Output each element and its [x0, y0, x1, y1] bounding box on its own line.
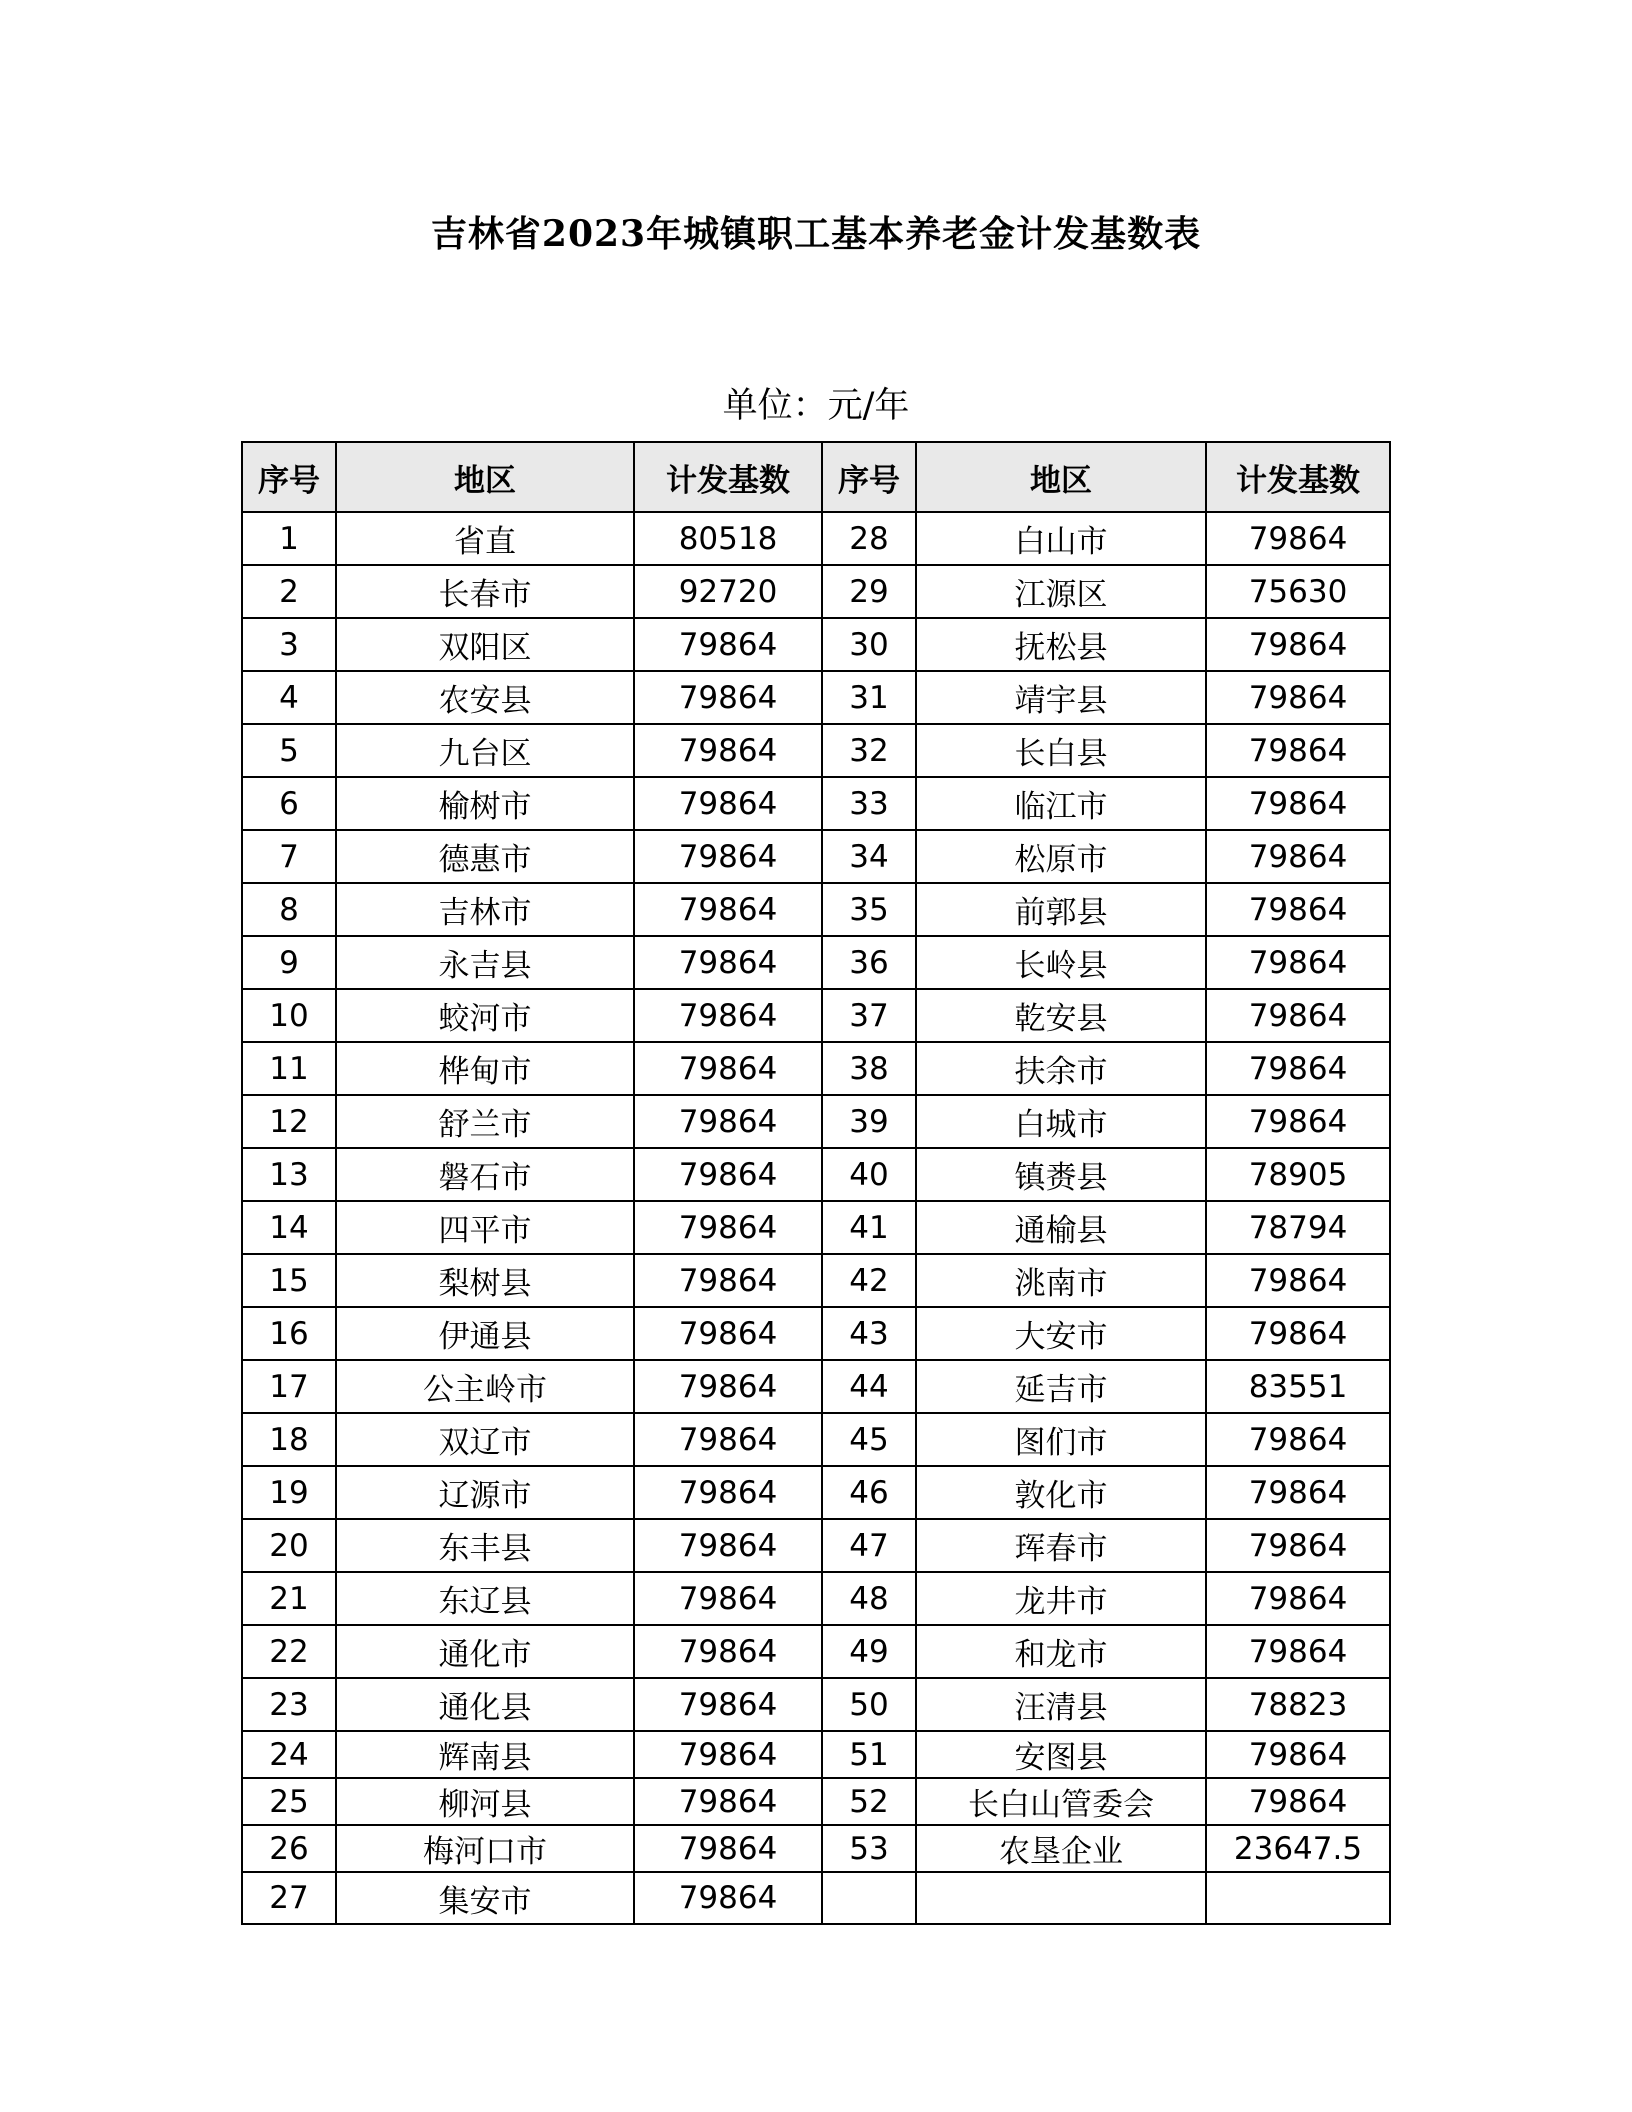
cell-base: 79864: [1206, 1042, 1390, 1095]
cell-base: 79864: [1206, 724, 1390, 777]
cell-region: 龙井市: [916, 1572, 1206, 1625]
cell-index: 47: [822, 1519, 916, 1572]
table-row: [242, 1778, 1390, 1825]
table-row: [242, 1519, 1390, 1572]
table-row: [242, 1572, 1390, 1625]
cell-region: 东丰县: [336, 1519, 634, 1572]
cell-region: 榆树市: [336, 777, 634, 830]
cell-base: 79864: [634, 1519, 822, 1572]
cell-base: 79864: [634, 724, 822, 777]
cell-base: 79864: [1206, 1466, 1390, 1519]
cell-base: 79864: [634, 777, 822, 830]
cell-base: 79864: [1206, 1095, 1390, 1148]
cell-base: 78794: [1206, 1201, 1390, 1254]
table-row: [242, 1678, 1390, 1731]
cell-region: 和龙市: [916, 1625, 1206, 1678]
cell-region: 辉南县: [336, 1731, 634, 1778]
cell-region: 辽源市: [336, 1466, 634, 1519]
cell-index: 17: [242, 1360, 336, 1413]
cell-index: 12: [242, 1095, 336, 1148]
table-row: [242, 1095, 1390, 1148]
cell-region: 通化市: [336, 1625, 634, 1678]
cell-index: 15: [242, 1254, 336, 1307]
cell-index: 34: [822, 830, 916, 883]
cell-base: 79864: [634, 1778, 822, 1825]
cell-base: 79864: [1206, 671, 1390, 724]
cell-index: 48: [822, 1572, 916, 1625]
cell-region: 公主岭市: [336, 1360, 634, 1413]
cell-index: 11: [242, 1042, 336, 1095]
cell-region: 江源区: [916, 565, 1206, 618]
cell-index: 21: [242, 1572, 336, 1625]
cell-index: 8: [242, 883, 336, 936]
cell-base: 79864: [634, 618, 822, 671]
cell-base: 79864: [634, 1625, 822, 1678]
cell-index: 30: [822, 618, 916, 671]
cell-region: 舒兰市: [336, 1095, 634, 1148]
cell-base: 79864: [634, 1466, 822, 1519]
cell-base: 79864: [1206, 1572, 1390, 1625]
cell-index: 3: [242, 618, 336, 671]
cell-index: 49: [822, 1625, 916, 1678]
cell-base: 79864: [1206, 1307, 1390, 1360]
cell-index: 39: [822, 1095, 916, 1148]
cell-base: 92720: [634, 565, 822, 618]
cell-index: 13: [242, 1148, 336, 1201]
cell-index: 33: [822, 777, 916, 830]
cell-region: 德惠市: [336, 830, 634, 883]
cell-index: 43: [822, 1307, 916, 1360]
cell-index: 5: [242, 724, 336, 777]
cell-base: 79864: [634, 1678, 822, 1731]
cell-region: 东辽县: [336, 1572, 634, 1625]
table-row: [242, 1254, 1390, 1307]
cell-region: 农垦企业: [916, 1825, 1206, 1872]
cell-region: 长岭县: [916, 936, 1206, 989]
cell-base: 79864: [634, 1042, 822, 1095]
cell-index: 36: [822, 936, 916, 989]
cell-region: 前郭县: [916, 883, 1206, 936]
table-row: [242, 618, 1390, 671]
cell-index: 45: [822, 1413, 916, 1466]
cell-index: 32: [822, 724, 916, 777]
cell-region: 通榆县: [916, 1201, 1206, 1254]
cell-region: 九台区: [336, 724, 634, 777]
cell-region: 长白山管委会: [916, 1778, 1206, 1825]
table-body: [242, 512, 1390, 1924]
table-row: [242, 1872, 1390, 1924]
header-base: 计发基数: [1206, 442, 1390, 512]
cell-region: 桦甸市: [336, 1042, 634, 1095]
cell-index: 9: [242, 936, 336, 989]
cell-region: 省直: [336, 512, 634, 565]
cell-index: 42: [822, 1254, 916, 1307]
cell-base: 78823: [1206, 1678, 1390, 1731]
table-row: [242, 1625, 1390, 1678]
page-title: 吉林省2023年城镇职工基本养老金计发基数表: [430, 213, 1202, 255]
table-row: [242, 724, 1390, 777]
cell-base: 79864: [1206, 989, 1390, 1042]
header-index: 序号: [822, 442, 916, 512]
cell-index: 31: [822, 671, 916, 724]
cell-index: 44: [822, 1360, 916, 1413]
cell-base: 79864: [634, 1872, 822, 1924]
table-row: [242, 989, 1390, 1042]
cell-region: 集安市: [336, 1872, 634, 1924]
table-row: [242, 1201, 1390, 1254]
cell-base: 79864: [1206, 1731, 1390, 1778]
cell-base: 79864: [634, 1201, 822, 1254]
cell-base: [1206, 1872, 1390, 1924]
table-row: [242, 1413, 1390, 1466]
cell-index: 1: [242, 512, 336, 565]
cell-base: 75630: [1206, 565, 1390, 618]
cell-index: 52: [822, 1778, 916, 1825]
cell-base: 79864: [634, 1095, 822, 1148]
table-row: [242, 671, 1390, 724]
cell-index: 4: [242, 671, 336, 724]
cell-base: 79864: [634, 671, 822, 724]
table-row: [242, 565, 1390, 618]
cell-index: 50: [822, 1678, 916, 1731]
cell-region: 汪清县: [916, 1678, 1206, 1731]
table-row: [242, 777, 1390, 830]
table-row: [242, 1466, 1390, 1519]
cell-base: 79864: [634, 1413, 822, 1466]
cell-index: 26: [242, 1825, 336, 1872]
cell-base: 79864: [1206, 512, 1390, 565]
cell-region: [916, 1872, 1206, 1924]
cell-index: 24: [242, 1731, 336, 1778]
cell-region: 敦化市: [916, 1466, 1206, 1519]
cell-base: 79864: [634, 936, 822, 989]
cell-region: 双辽市: [336, 1413, 634, 1466]
cell-region: 松原市: [916, 830, 1206, 883]
cell-region: 农安县: [336, 671, 634, 724]
cell-base: 78905: [1206, 1148, 1390, 1201]
cell-base: 79864: [1206, 618, 1390, 671]
cell-region: 长白县: [916, 724, 1206, 777]
cell-index: 22: [242, 1625, 336, 1678]
cell-base: 79864: [634, 1254, 822, 1307]
table-row: [242, 1042, 1390, 1095]
cell-base: 80518: [634, 512, 822, 565]
cell-base: 79864: [1206, 1778, 1390, 1825]
cell-region: 延吉市: [916, 1360, 1206, 1413]
cell-index: 18: [242, 1413, 336, 1466]
cell-index: 23: [242, 1678, 336, 1731]
cell-index: 51: [822, 1731, 916, 1778]
cell-base: 79864: [634, 1572, 822, 1625]
cell-index: 20: [242, 1519, 336, 1572]
cell-base: 79864: [634, 989, 822, 1042]
cell-index: 28: [822, 512, 916, 565]
cell-base: 23647.5: [1206, 1825, 1390, 1872]
cell-region: 洮南市: [916, 1254, 1206, 1307]
header-index: 序号: [242, 442, 336, 512]
cell-index: 10: [242, 989, 336, 1042]
cell-region: 靖宇县: [916, 671, 1206, 724]
cell-base: 79864: [1206, 883, 1390, 936]
cell-index: 14: [242, 1201, 336, 1254]
cell-index: 2: [242, 565, 336, 618]
cell-region: 镇赉县: [916, 1148, 1206, 1201]
cell-index: [822, 1872, 916, 1924]
cell-base: 79864: [634, 1731, 822, 1778]
cell-base: 83551: [1206, 1360, 1390, 1413]
table-row: [242, 1731, 1390, 1778]
unit-label: 单位：元/年: [722, 386, 910, 426]
table-row: [242, 512, 1390, 565]
cell-index: 6: [242, 777, 336, 830]
cell-base: 79864: [1206, 1519, 1390, 1572]
cell-region: 伊通县: [336, 1307, 634, 1360]
table-row: [242, 1360, 1390, 1413]
table-row: [242, 830, 1390, 883]
pension-base-table: [241, 441, 1391, 1925]
cell-region: 图们市: [916, 1413, 1206, 1466]
cell-region: 通化县: [336, 1678, 634, 1731]
cell-region: 四平市: [336, 1201, 634, 1254]
cell-base: 79864: [634, 1825, 822, 1872]
table-row: [242, 883, 1390, 936]
cell-region: 抚松县: [916, 618, 1206, 671]
cell-region: 梨树县: [336, 1254, 634, 1307]
cell-index: 46: [822, 1466, 916, 1519]
cell-base: 79864: [1206, 1254, 1390, 1307]
cell-region: 蛟河市: [336, 989, 634, 1042]
cell-region: 白山市: [916, 512, 1206, 565]
cell-region: 磐石市: [336, 1148, 634, 1201]
cell-index: 25: [242, 1778, 336, 1825]
cell-region: 吉林市: [336, 883, 634, 936]
cell-base: 79864: [1206, 777, 1390, 830]
cell-base: 79864: [634, 1307, 822, 1360]
cell-region: 临江市: [916, 777, 1206, 830]
cell-region: 双阳区: [336, 618, 634, 671]
cell-index: 35: [822, 883, 916, 936]
cell-region: 永吉县: [336, 936, 634, 989]
cell-base: 79864: [634, 830, 822, 883]
table-header-row: [242, 442, 1390, 512]
cell-region: 白城市: [916, 1095, 1206, 1148]
cell-base: 79864: [634, 883, 822, 936]
cell-region: 大安市: [916, 1307, 1206, 1360]
cell-index: 16: [242, 1307, 336, 1360]
table-row: [242, 1148, 1390, 1201]
header-region: 地区: [336, 442, 634, 512]
cell-region: 梅河口市: [336, 1825, 634, 1872]
cell-index: 37: [822, 989, 916, 1042]
cell-base: 79864: [634, 1360, 822, 1413]
cell-region: 长春市: [336, 565, 634, 618]
table-row: [242, 936, 1390, 989]
table-row: [242, 1307, 1390, 1360]
cell-index: 38: [822, 1042, 916, 1095]
cell-index: 41: [822, 1201, 916, 1254]
header-base: 计发基数: [634, 442, 822, 512]
cell-index: 7: [242, 830, 336, 883]
cell-index: 19: [242, 1466, 336, 1519]
cell-base: 79864: [1206, 830, 1390, 883]
cell-index: 53: [822, 1825, 916, 1872]
cell-region: 扶余市: [916, 1042, 1206, 1095]
cell-base: 79864: [1206, 1625, 1390, 1678]
table-row: [242, 1825, 1390, 1872]
cell-region: 乾安县: [916, 989, 1206, 1042]
cell-base: 79864: [634, 1148, 822, 1201]
header-region: 地区: [916, 442, 1206, 512]
cell-base: 79864: [1206, 1413, 1390, 1466]
cell-index: 27: [242, 1872, 336, 1924]
cell-base: 79864: [1206, 936, 1390, 989]
cell-index: 29: [822, 565, 916, 618]
cell-region: 安图县: [916, 1731, 1206, 1778]
cell-region: 珲春市: [916, 1519, 1206, 1572]
cell-index: 40: [822, 1148, 916, 1201]
cell-region: 柳河县: [336, 1778, 634, 1825]
